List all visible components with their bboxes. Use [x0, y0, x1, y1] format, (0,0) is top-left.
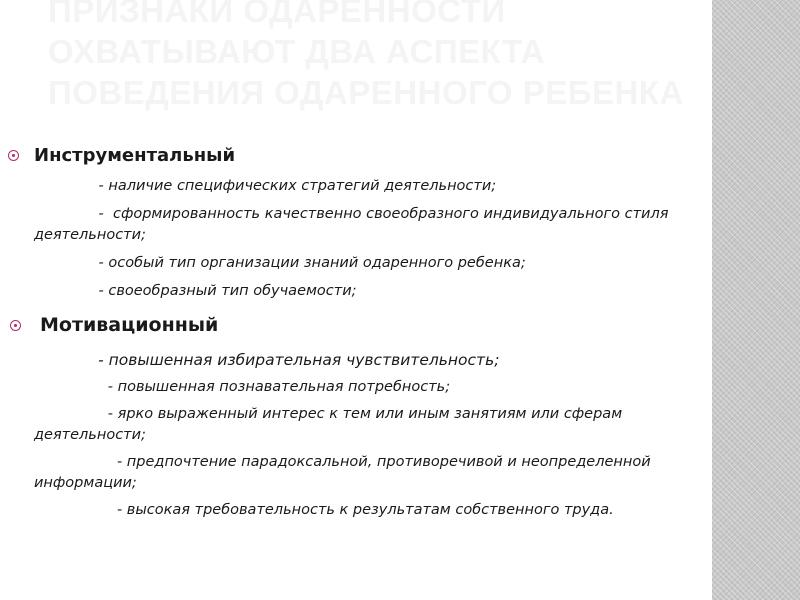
- section-heading: [0, 143, 712, 169]
- list-item: - повышенная познавательная потребность;: [34, 379, 451, 395]
- list-item: - повышенная избирательная чувствительность;: [34, 351, 500, 369]
- section-heading: [0, 312, 712, 338]
- section-motivational: [0, 312, 712, 521]
- slide-content: [0, 143, 712, 521]
- list-item: - особый тип организации знаний одаренного ребенка;: [34, 255, 526, 271]
- list-item: - сформированность качественно своеобразного индивидуального стиля деятельности;: [34, 206, 674, 243]
- slide-title-line: ПРИЗНАКИ ОДАРЕННОСТИ: [48, 0, 506, 29]
- bullet-icon: [10, 320, 21, 331]
- section-heading-text: Мотивационный: [40, 314, 219, 336]
- slide-title-line: ПОВЕДЕНИЯ ОДАРЕННОГО РЕБЕНКА: [48, 74, 684, 111]
- slide-title: [48, 0, 738, 113]
- list-item: - ярко выраженный интерес к тем или иным занятиям или сферам деятельности;: [34, 406, 627, 443]
- bullet-icon: [8, 150, 19, 161]
- section-instrumental: [0, 143, 712, 302]
- list-item: - наличие специфических стратегий деятельности;: [34, 178, 497, 194]
- section-heading-text: Инструментальный: [34, 145, 236, 166]
- slide-title-line: ОХВАТЫВАЮТ ДВА АСПЕКТА: [48, 33, 545, 70]
- list-item: - высокая требовательность к результатам собственного труда.: [34, 502, 614, 518]
- list-item: - своеобразный тип обучаемости;: [34, 283, 357, 299]
- list-item: - предпочтение парадоксальной, противоречивой и неопределенной информации;: [34, 454, 656, 491]
